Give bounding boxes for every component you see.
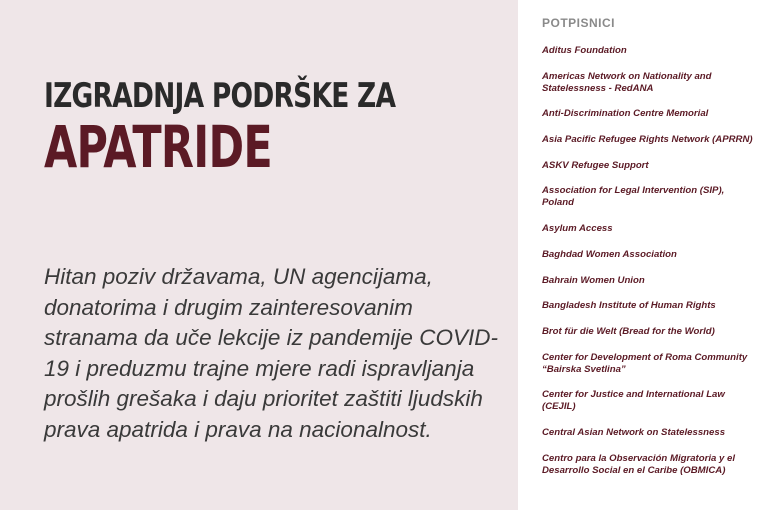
signatory-item: Association for Legal Intervention (SIP), Poland [542, 185, 725, 209]
signatory-item: Aditus Foundation [542, 45, 627, 56]
signatory-item: Brot für die Welt (Bread for the World) [542, 325, 715, 337]
signatory-item: Baghdad Women Association [542, 248, 677, 260]
signatories-list [542, 45, 757, 490]
signatories-heading: POTPISNICI [542, 16, 616, 30]
signatory-item: Center for Development of Roma Community “Bairska Svetlina” [542, 351, 748, 375]
title-line-2: APATRIDE [44, 113, 272, 181]
signatory-item: Centro para la Observación Migratoria y el Desarrollo Social en el Caribe (OBMICA) [542, 452, 736, 476]
signatory-item: Bangladesh Institute of Human Rights [542, 300, 716, 312]
signatory-item: ASKV Refugee Support [542, 159, 649, 171]
signatory-item: Anti-Discrimination Centre Memorial [542, 108, 709, 120]
signatory-item: Asia Pacific Refugee Rights Network (APRRN) [542, 134, 753, 146]
signatory-item: Asylum Access [542, 223, 613, 235]
signatories-panel [518, 0, 770, 510]
signatory-item: Center for Justice and International Law (CEJIL) [542, 389, 725, 413]
signatory-item: Bahrain Women Union [542, 274, 645, 286]
appeal-text: Hitan poziv državama, UN agencijama, donatorima i drugim zainteresovanim stranama da uče lekcije iz pandemije COVID-19 i preduzmu trajne mjere radi ispravljanja prošlih grešaka i daju prioritet zaštiti ljudskih prava apatrida i prava na nacionalnost. [44, 264, 498, 442]
signatory-item: Americas Network on Nationality and Statelessness - RedANA [542, 70, 712, 94]
signatory-item: Central Asian Network on Statelessness [542, 426, 726, 438]
title-line-1: IZGRADNJA PODRŠKE ZA [44, 76, 396, 116]
